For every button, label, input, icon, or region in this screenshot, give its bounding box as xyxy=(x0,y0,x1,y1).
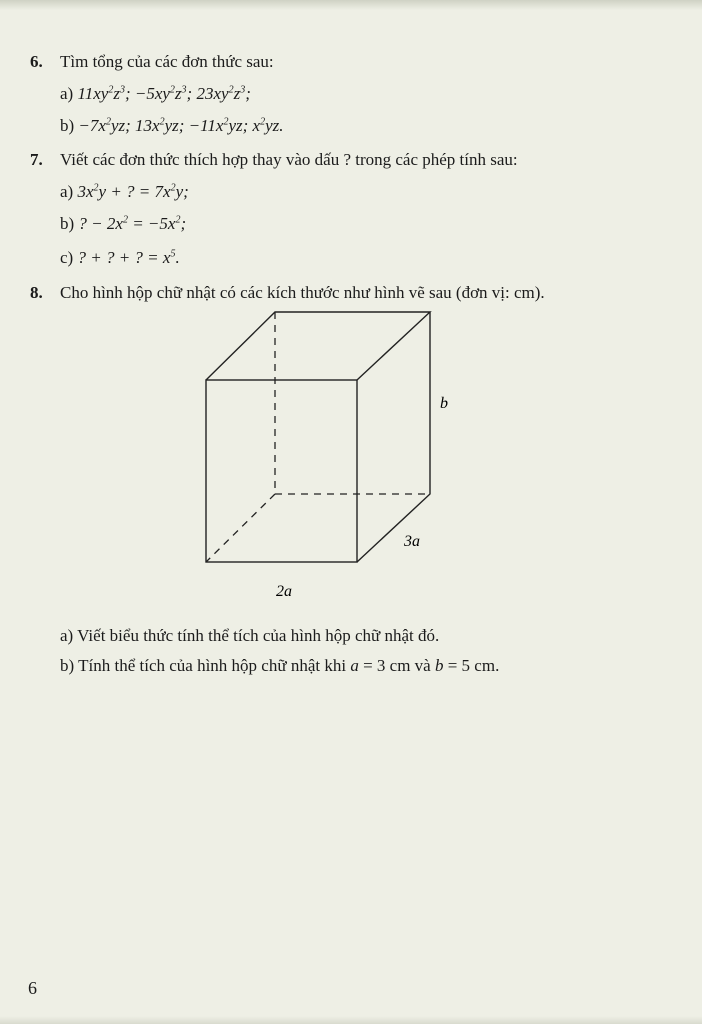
problem-7c xyxy=(60,248,180,268)
problem-6 xyxy=(30,52,274,72)
problem-8b xyxy=(60,656,499,676)
problem-6-prompt: Tìm tổng của các đơn thức sau: xyxy=(60,52,274,71)
page-top-edge xyxy=(0,0,702,10)
problem-8b-eq-b: = 5 cm. xyxy=(447,656,500,675)
page-number: 6 xyxy=(28,978,37,998)
problem-7a-label: a) xyxy=(60,182,74,201)
cuboid-label-b: b xyxy=(440,395,448,412)
problem-8b-text: Tính thể tích của hình hộp chữ nhật khi xyxy=(78,656,347,675)
problem-8-prompt: Cho hình hộp chữ nhật có các kích thước như hình vẽ sau (đơn vị: cm). xyxy=(60,283,545,302)
problem-8a-label: a) xyxy=(60,626,74,645)
problem-7-number: 7. xyxy=(30,150,43,169)
problem-7b-expression: ? − $2x^2 = -5x^2$; xyxy=(78,214,187,233)
problem-8-number: 8. xyxy=(30,283,43,302)
cuboid-figure xyxy=(0,290,702,610)
problem-8a-text: Viết biểu thức tính thể tích của hình hộp chữ nhật đó. xyxy=(77,626,440,645)
cuboid-hidden-diagonal xyxy=(206,494,275,562)
problem-7c-label: c) xyxy=(60,248,74,267)
cuboid-label-2a: 2a xyxy=(276,583,292,600)
cuboid-front-face xyxy=(206,380,357,562)
problem-7 xyxy=(30,150,518,170)
problem-7b-label: b) xyxy=(60,214,75,233)
problem-6b-expression: $-7x^2yz$; $13x^2yz$; $-11x^2yz$; $x^2yz$. xyxy=(78,116,284,135)
problem-6b-label: b) xyxy=(60,116,75,135)
problem-7-prompt: Viết các đơn thức thích hợp thay vào dấu ? trong các phép tính sau: xyxy=(60,150,518,169)
problem-6a-expression: $11xy^2z^3$; $-5xy^2z^3$; $23xy^2z^3$; xyxy=(77,84,251,103)
problem-8b-eq-a: = 3 cm và xyxy=(363,656,431,675)
problem-8b-var-b: b xyxy=(434,656,444,675)
problem-8b-label: b) xyxy=(60,656,75,675)
problem-7b xyxy=(60,214,186,234)
problem-7c-expression: ? + ? + ? = $x^5$. xyxy=(77,248,180,267)
cuboid-right-face xyxy=(357,312,430,562)
problem-8b-var-a: a xyxy=(350,656,359,675)
problem-6b xyxy=(60,116,284,136)
problem-8a xyxy=(60,626,439,646)
cuboid-label-3a: 3a xyxy=(404,533,420,550)
problem-7a xyxy=(60,182,189,202)
problem-6a xyxy=(60,84,251,104)
problem-7a-expression: $3x^2y$ + ? = $7x^2y$; xyxy=(77,182,189,201)
problem-6-number: 6. xyxy=(30,52,43,71)
page-bottom-edge xyxy=(0,1016,702,1024)
problem-6a-label: a) xyxy=(60,84,74,103)
cuboid-top-face xyxy=(206,312,430,380)
